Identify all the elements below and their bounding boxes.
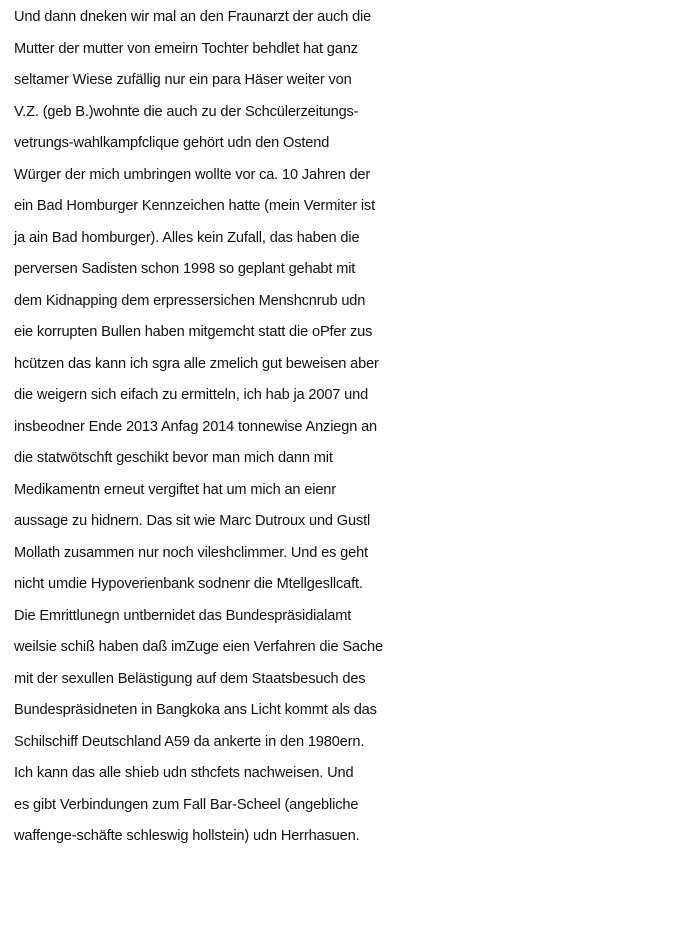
text-line: Bundespräsidneten in Bangkoka ans Licht kommt als das (14, 702, 377, 718)
text-line: V.Z. (geb B.)wohnte die auch zu der Schcülerzeitungs- (14, 103, 359, 120)
text-line: aussage zu hidnern. Das sit wie Marc Dutroux und Gustl (14, 513, 371, 529)
text-line: mit der sexullen Belästigung auf dem Staatsbesuch des (14, 670, 366, 687)
text-line: Die Emrittlunegn untbernidet das Bundespräsidialamt (14, 607, 352, 624)
text-line: insbeodner Ende 2013 Anfag 2014 tonnewise Anziegn an (14, 418, 378, 435)
text-line: Würger der mich umbringen wollte vor ca. 10 Jahren der (14, 166, 371, 183)
text-line: perversen Sadisten schon 1998 so geplant gehabt mit (14, 261, 356, 277)
text-line: ja ain Bad homburger). Alles kein Zufall, das haben die (14, 229, 360, 246)
text-line: die weigern sich eifach zu ermitteln, ich hab ja 2007 und (14, 387, 369, 403)
text-line: die statwötschft geschikt bevor man mich dann mit (14, 450, 333, 466)
text-line: waffenge-schäfte schleswig hollstein) udn Herrhasuen. (14, 828, 360, 844)
body-text (14, 2, 684, 853)
text-line: es gibt Verbindungen zum Fall Bar-Scheel (angebliche (14, 796, 359, 813)
text-line: Und dann dneken wir mal an den Fraunarzt der auch die (14, 9, 372, 25)
text-line: Medikamentn erneut vergiftet hat um mich an eienr (14, 481, 336, 498)
text-line: weilsie schiß haben daß imZuge eien Verfahren die Sache (14, 639, 383, 655)
text-line: hcützen das kann ich sgra alle zmelich gut beweisen aber (14, 355, 379, 372)
text-line: nicht umdie Hypoverienbank sodnenr die Mtellgesllcaft. (14, 576, 363, 592)
text-line: seltamer Wiese zufällig nur ein para Häser weiter von (14, 72, 352, 88)
text-line: Schilschiff Deutschland A59 da ankerte in den 1980ern. (14, 733, 365, 750)
text-line: ein Bad Homburger Kennzeichen hatte (mein Vermiter ist (14, 198, 375, 214)
text-line: dem Kidnapping dem erpressersichen Menshcnrub udn (14, 292, 366, 309)
text-line: Ich kann das alle shieb udn sthcfets nachweisen. Und (14, 765, 354, 781)
text-line: Mollath zusammen nur noch vileshclimmer. Und es geht (14, 544, 368, 561)
text-line: Mutter der mutter von emeirn Tochter behdlet hat ganz (14, 40, 358, 57)
text-line: vetrungs-wahlkampfclique gehört udn den Ostend (14, 135, 330, 151)
text-line: eie korrupten Bullen haben mitgemcht statt die oPfer zus (14, 324, 373, 340)
